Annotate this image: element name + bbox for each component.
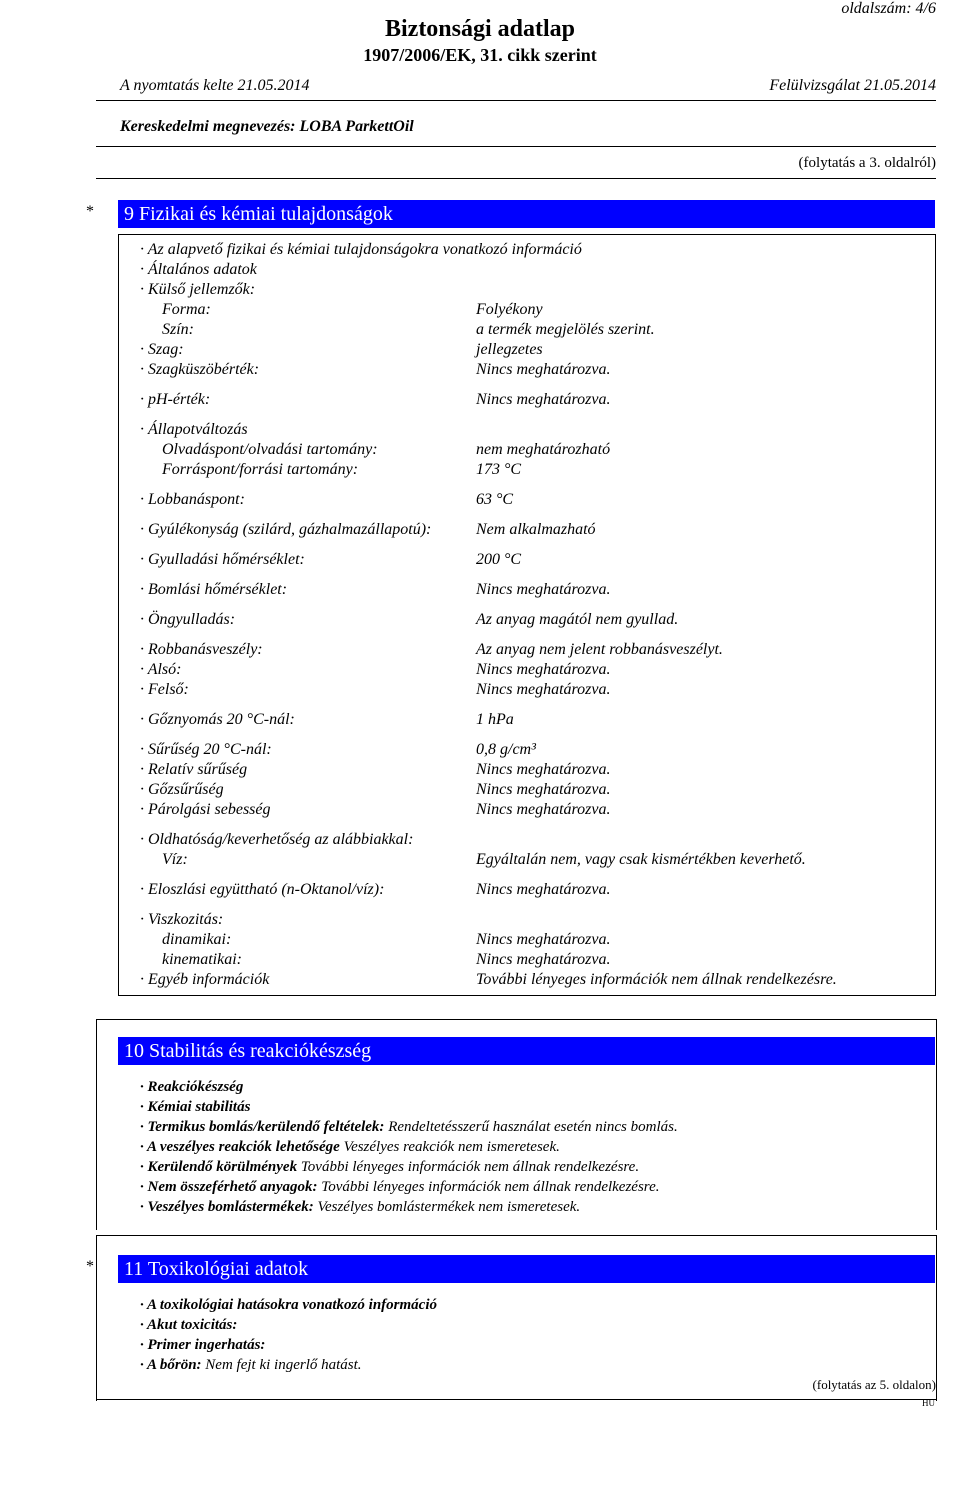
s9-row-value: Nincs meghatározva. bbox=[476, 801, 611, 818]
s11-row bbox=[140, 1297, 437, 1314]
s10-row bbox=[140, 1139, 560, 1156]
s9-row-label: · Oldhatóság/keverhetőség az alábbiakkal: bbox=[140, 831, 414, 848]
s10-row-label: · Nem összeférhető anyagok: bbox=[140, 1179, 318, 1195]
s9-row-label: · Gőzsűrűség bbox=[140, 781, 224, 798]
s10-row-text: Rendeltetésszerű használat esetén nincs bomlás. bbox=[384, 1119, 678, 1135]
section9-heading: 9 Fizikai és kémiai tulajdonságok bbox=[118, 200, 935, 228]
s9-row-label: · Általános adatok bbox=[140, 261, 257, 278]
s9-row-label: · Állapotváltozás bbox=[140, 421, 248, 438]
s9-row-label: · Az alapvető fizikai és kémiai tulajdonságokra vonatkozó információ bbox=[140, 241, 582, 258]
s10-row bbox=[140, 1179, 659, 1196]
document-subtitle: 1907/2006/EK, 31. cikk szerint bbox=[363, 45, 597, 65]
s10-row-text: Veszélyes bomlástermékek nem ismeretesek. bbox=[313, 1199, 581, 1215]
s10-row-label: · Termikus bomlás/kerülendő feltételek: bbox=[140, 1119, 385, 1135]
s9-row-label: Olvadáspont/olvadási tartomány: bbox=[162, 441, 378, 458]
s9-row-label: · Relatív sűrűség bbox=[140, 761, 248, 778]
s9-row-value: Nincs meghatározva. bbox=[476, 361, 611, 378]
s10-row bbox=[140, 1199, 580, 1216]
s11-row bbox=[140, 1317, 237, 1334]
s9-row-value: Nincs meghatározva. bbox=[476, 681, 611, 698]
s10-row-label: · Kerülendő körülmények bbox=[140, 1159, 298, 1175]
continued-to: (folytatás az 5. oldalon) bbox=[812, 1377, 936, 1392]
s10-row bbox=[140, 1079, 243, 1096]
print-date: A nyomtatás kelte 21.05.2014 bbox=[120, 77, 310, 94]
s9-row-label: · Robbanásveszély: bbox=[140, 641, 263, 658]
trade-name-divider bbox=[96, 146, 936, 147]
s9-row-label: · Egyéb információk bbox=[140, 971, 270, 988]
s9-row-value: Nincs meghatározva. bbox=[476, 781, 611, 798]
s10-row bbox=[140, 1119, 678, 1136]
s11-row bbox=[140, 1337, 265, 1354]
s11-row-label: · A bőrön: bbox=[140, 1357, 202, 1373]
s9-row-value: Folyékony bbox=[476, 301, 543, 318]
s9-row-value: Nincs meghatározva. bbox=[476, 931, 611, 948]
footer-divider bbox=[96, 1399, 936, 1400]
s9-row-label: · Párolgási sebesség bbox=[140, 801, 271, 818]
s9-row-value: 173 °C bbox=[476, 461, 522, 478]
s9-row-value: 1 hPa bbox=[476, 711, 514, 728]
s9-row-label: kinematikai: bbox=[162, 951, 242, 968]
section10-heading: 10 Stabilitás és reakciókészség bbox=[118, 1037, 935, 1065]
s9-row-value: További lényeges információk nem állnak rendelkezésre. bbox=[476, 971, 837, 988]
s9-row-label: · Sűrűség 20 °C-nál: bbox=[140, 741, 272, 758]
header-divider bbox=[96, 100, 936, 101]
s9-row-value: Nincs meghatározva. bbox=[476, 951, 611, 968]
s9-row-label: dinamikai: bbox=[162, 931, 232, 948]
s9-row-value: a termék megjelölés szerint. bbox=[476, 321, 655, 338]
review-date: Felülvizsgálat 21.05.2014 bbox=[769, 77, 936, 94]
document-title: Biztonsági adatlap bbox=[384, 16, 576, 42]
s9-row-value: Az anyag magától nem gyullad. bbox=[476, 611, 679, 628]
section11-heading: 11 Toxikológiai adatok bbox=[118, 1255, 935, 1283]
s11-row-text: Nem fejt ki ingerlő hatást. bbox=[201, 1357, 362, 1373]
s9-row-value: Nincs meghatározva. bbox=[476, 881, 611, 898]
s9-row-value: Nincs meghatározva. bbox=[476, 661, 611, 678]
s9-row-label: · Viszkozitás: bbox=[140, 911, 224, 928]
s10-row-label: · Veszélyes bomlástermékek: bbox=[140, 1199, 314, 1215]
s9-row-label: · Gőznyomás 20 °C-nál: bbox=[140, 711, 295, 728]
s9-row-value: Egyáltalán nem, vagy csak kismértékben keverhető. bbox=[476, 851, 806, 868]
s9-row-value: nem meghatározható bbox=[476, 441, 611, 458]
s9-row-value: Nincs meghatározva. bbox=[476, 581, 611, 598]
continued-divider bbox=[96, 178, 936, 179]
s9-row-label: · Bomlási hőmérséklet: bbox=[140, 581, 288, 598]
s9-row-label: · Felső: bbox=[140, 681, 189, 698]
s9-row-value: 0,8 g/cm³ bbox=[476, 741, 536, 758]
country-code: HU bbox=[922, 1398, 935, 1408]
s9-row-label: Forráspont/forrási tartomány: bbox=[162, 461, 359, 478]
s10-row-text: Veszélyes reakciók nem ismeretesek. bbox=[339, 1139, 560, 1155]
s9-row-value: Nincs meghatározva. bbox=[476, 391, 611, 408]
s9-row-label: · Öngyulladás: bbox=[140, 611, 236, 628]
page-number: oldalszám: 4/6 bbox=[841, 0, 936, 17]
s9-row-label: · Szag: bbox=[140, 341, 184, 358]
s9-row-label: · Gyúlékonyság (szilárd, gázhalmazállapotú): bbox=[140, 521, 432, 538]
s11-row bbox=[140, 1357, 362, 1374]
s9-row-value: Az anyag nem jelent robbanásveszélyt. bbox=[476, 641, 723, 658]
section11-change-marker: * bbox=[86, 1258, 94, 1275]
s10-row bbox=[140, 1099, 250, 1116]
s9-row-label: Víz: bbox=[162, 851, 188, 868]
s9-row-label: · Szagküszöbérték: bbox=[140, 361, 260, 378]
s11-row-label: · Akut toxicitás: bbox=[140, 1317, 238, 1333]
s9-row-value: Nem alkalmazható bbox=[476, 521, 596, 538]
s9-row-value: Nincs meghatározva. bbox=[476, 761, 611, 778]
s9-row-label: · Alsó: bbox=[140, 661, 182, 678]
continued-from: (folytatás a 3. oldalról) bbox=[798, 155, 936, 171]
s9-row-label: · Gyulladási hőmérséklet: bbox=[140, 551, 305, 568]
s9-row-label: Forma: bbox=[162, 301, 211, 318]
s11-row-label: · Primer ingerhatás: bbox=[140, 1337, 266, 1353]
s9-row-label: Szín: bbox=[162, 321, 194, 338]
s10-row bbox=[140, 1159, 639, 1176]
s11-row-label: · A toxikológiai hatásokra vonatkozó információ bbox=[140, 1297, 437, 1313]
trade-name: Kereskedelmi megnevezés: LOBA ParkettOil bbox=[120, 118, 414, 135]
s10-row-label: · Reakciókészség bbox=[140, 1079, 244, 1095]
s9-row-value: jellegzetes bbox=[476, 341, 543, 358]
s9-row-label: · Lobbanáspont: bbox=[140, 491, 245, 508]
section9-change-marker: * bbox=[86, 203, 94, 220]
s10-row-label: · A veszélyes reakciók lehetősége bbox=[140, 1139, 340, 1155]
s9-row-value: 200 °C bbox=[476, 551, 522, 568]
s9-row-label: · Eloszlási együttható (n-Oktanol/víz): bbox=[140, 881, 385, 898]
s10-row-text: További lényeges információk nem állnak rendelkezésre. bbox=[317, 1179, 660, 1195]
s10-row-label: · Kémiai stabilitás bbox=[140, 1099, 251, 1115]
s9-row-label: · pH-érték: bbox=[140, 391, 211, 408]
s9-row-value: 63 °C bbox=[476, 491, 514, 508]
s9-row-label: · Külső jellemzők: bbox=[140, 281, 256, 298]
s10-row-text: További lényeges információk nem állnak rendelkezésre. bbox=[297, 1159, 640, 1175]
